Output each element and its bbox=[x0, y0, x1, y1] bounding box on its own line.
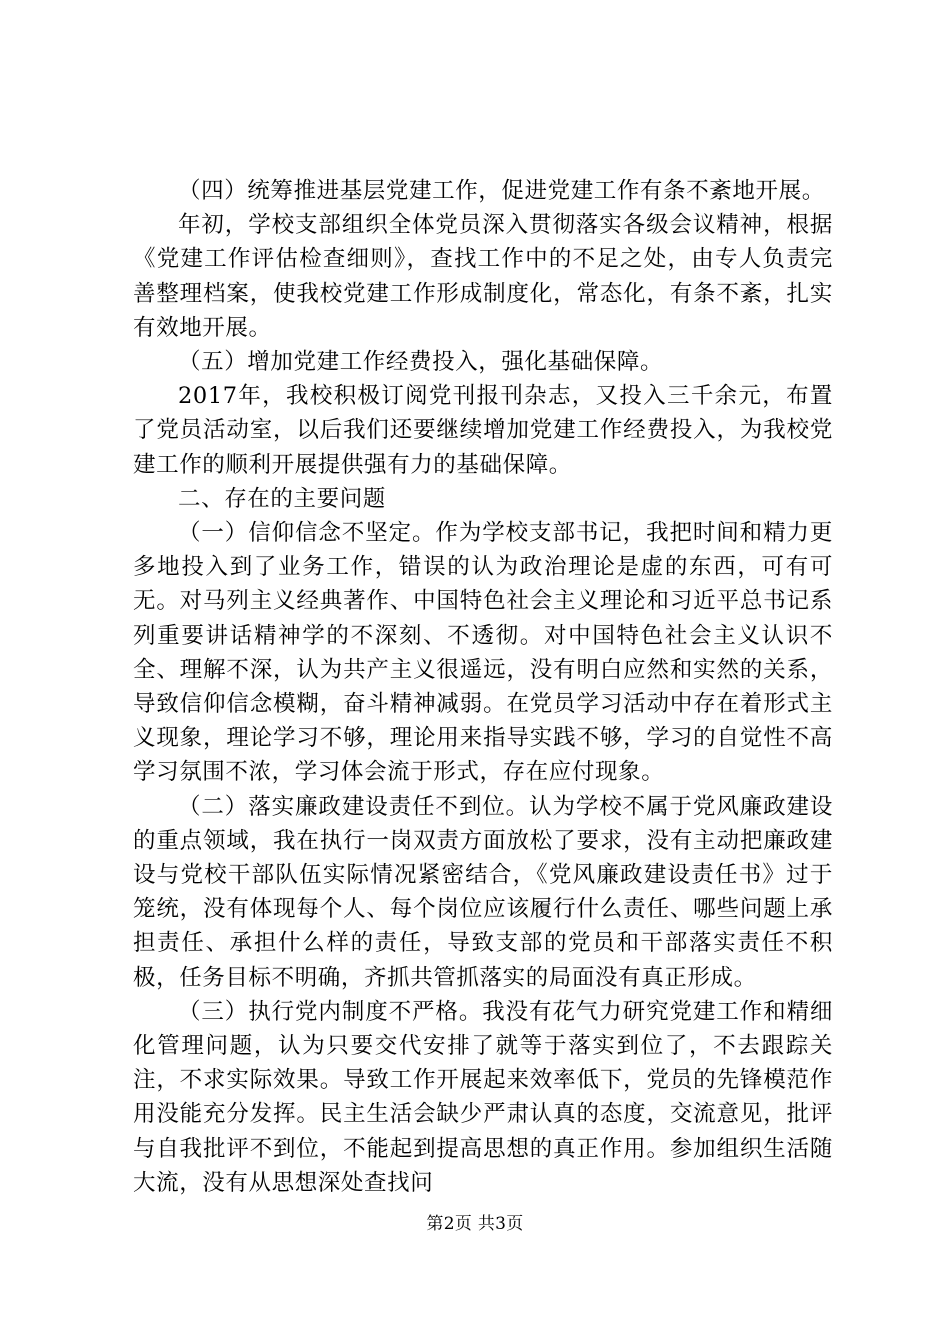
paragraph-section-4-body: 年初，学校支部组织全体党员深入贯彻落实各级会议精神，根据《党建工作评估检查细则》，查找工作中的不足之处，由专人负责完善整理档案，使我校党建工作形成制度化，常态化，有条不紊，扎实有效地开展。 bbox=[133, 212, 833, 341]
heading-main-problems: 二、存在的主要问题 bbox=[178, 485, 386, 512]
paragraph-section-5-body: 2017年，我校积极订阅党刊报刊杂志，又投入三千余元，布置了党员活动室，以后我们还要继续增加党建工作经费投入，为我校党建工作的顺利开展提供强有力的基础保障。 bbox=[133, 383, 833, 478]
document-body bbox=[133, 174, 833, 1200]
paragraph-problem-1: （一）信仰信念不坚定。作为学校支部书记，我把时间和精力更多地投入到了业务工作，错误的认为政治理论是虚的东西，可有可无。对马列主义经典著作、中国特色社会主义理论和习近平总书记系列重要讲话精神学的不深刻、不透彻。对中国特色社会主义认识不全、理解不深，认为共产主义很遥远，没有明白应然和实然的关系，导致信仰信念模糊，奋斗精神减弱。在党员学习活动中存在着形式主义现象，理论学习不够，理论用来指导实践不够，学习的自觉性不高学习氛围不浓，学习体会流于形式，存在应付现象。 bbox=[133, 520, 833, 786]
paragraph-problem-2: （二）落实廉政建设责任不到位。认为学校不属于党风廉政建设的重点领域，我在执行一岗双责方面放松了要求，没有主动把廉政建设与党校干部队伍实际情况紧密结合，《党风廉政建设责任书》过于笼统，没有体现每个人、每个岗位应该履行什么责任、哪些问题上承担责任、承担什么样的责任，导致支部的党员和干部落实责任不积极，任务目标不明确，齐抓共管抓落实的局面没有真正形成。 bbox=[133, 793, 833, 991]
paragraph-section-5-heading: （五）增加党建工作经费投入，强化基础保障。 bbox=[178, 349, 664, 376]
page-footer: 第2页 共3页 bbox=[426, 1214, 524, 1234]
paragraph-section-4-heading: （四）统筹推进基层党建工作，促进党建工作有条不紊地开展。 bbox=[178, 178, 825, 204]
paragraph-problem-3: （三）执行党内制度不严格。我没有花气力研究党建工作和精细化管理问题，认为只要交代安排了就等于落实到位了，不去跟踪关注，不求实际效果。导致工作开展起来效率低下，党员的先锋模范作用没能充分发挥。民主生活会缺少严肃认真的态度，交流意见，批评与自我批评不到位，不能起到提高思想的真正作用。参加组织生活随大流，没有从思想深处查找问 bbox=[133, 998, 833, 1196]
